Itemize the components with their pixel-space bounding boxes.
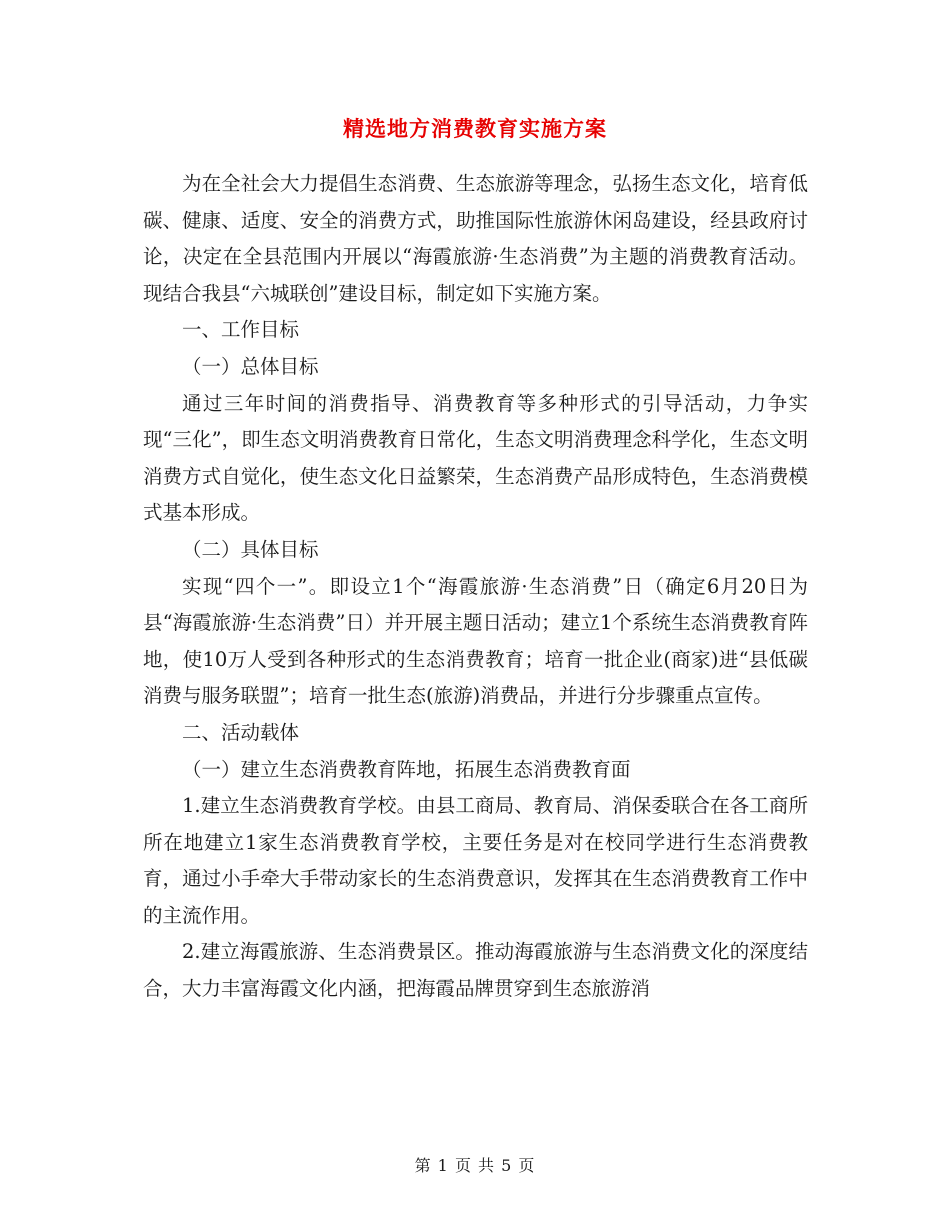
subsection-heading-specific-goal: （二）具体目标 bbox=[182, 537, 319, 561]
subsection-heading-education-base: （一）建立生态消费教育阵地，拓展生态消费教育面 bbox=[182, 757, 631, 781]
paragraph-intro: 为在全社会大力提倡生态消费、生态旅游等理念，弘扬生态文化，培育低碳、健康、适度、安全的消费方式，助推国际性旅游休闲岛建设，经县政府讨论，决定在全县范围内开展以“海霞旅游·生态消费”为主题的消费教育活动。现结合我县“六城联创”建设目标，制定如下实施方案。 bbox=[143, 172, 808, 305]
page-footer: 第 1 页 共 5 页 bbox=[414, 1156, 536, 1175]
paragraph-item-2: 2.建立海霞旅游、生态消费景区。推动海霞旅游与生态消费文化的深度结合，大力丰富海霞文化内涵，把海霞品牌贯穿到生态旅游消 bbox=[143, 940, 808, 1001]
document-body bbox=[143, 166, 808, 1008]
paragraph-item-1: 1.建立生态消费教育学校。由县工商局、教育局、消保委联合在各工商所所在地建立1家生态消费教育学校，主要任务是对在校同学进行生态消费教育，通过小手牵大手带动家长的生态消费意识，发挥其在生态消费教育工作中的主流作用。 bbox=[143, 794, 808, 927]
paragraph-specific-goal: 实现“四个一”。即设立1个“海霞旅游·生态消费”日（确定6月20日为县“海霞旅游·生态消费”日）并开展主题日活动；建立1个系统生态消费教育阵地，使10万人受到各种形式的生态消费教育；培育一批企业(商家)进“县低碳消费与服务联盟”；培育一批生态(旅游)消费品，并进行分步骤重点宣传。 bbox=[143, 574, 808, 708]
document-title: 精选地方消费教育实施方案 bbox=[343, 116, 607, 141]
section-heading-activity-carrier: 二、活动载体 bbox=[182, 720, 300, 744]
paragraph-overall-goal: 通过三年时间的消费指导、消费教育等多种形式的引导活动，力争实现“三化”，即生态文明消费教育日常化，生态文明消费理念科学化，生态文明消费方式自觉化，使生态文化日益繁荣，生态消费产品形成特色，生态消费模式基本形成。 bbox=[143, 391, 808, 525]
subsection-heading-overall-goal: （一）总体目标 bbox=[182, 354, 319, 378]
section-heading-work-goals: 一、工作目标 bbox=[182, 318, 300, 342]
